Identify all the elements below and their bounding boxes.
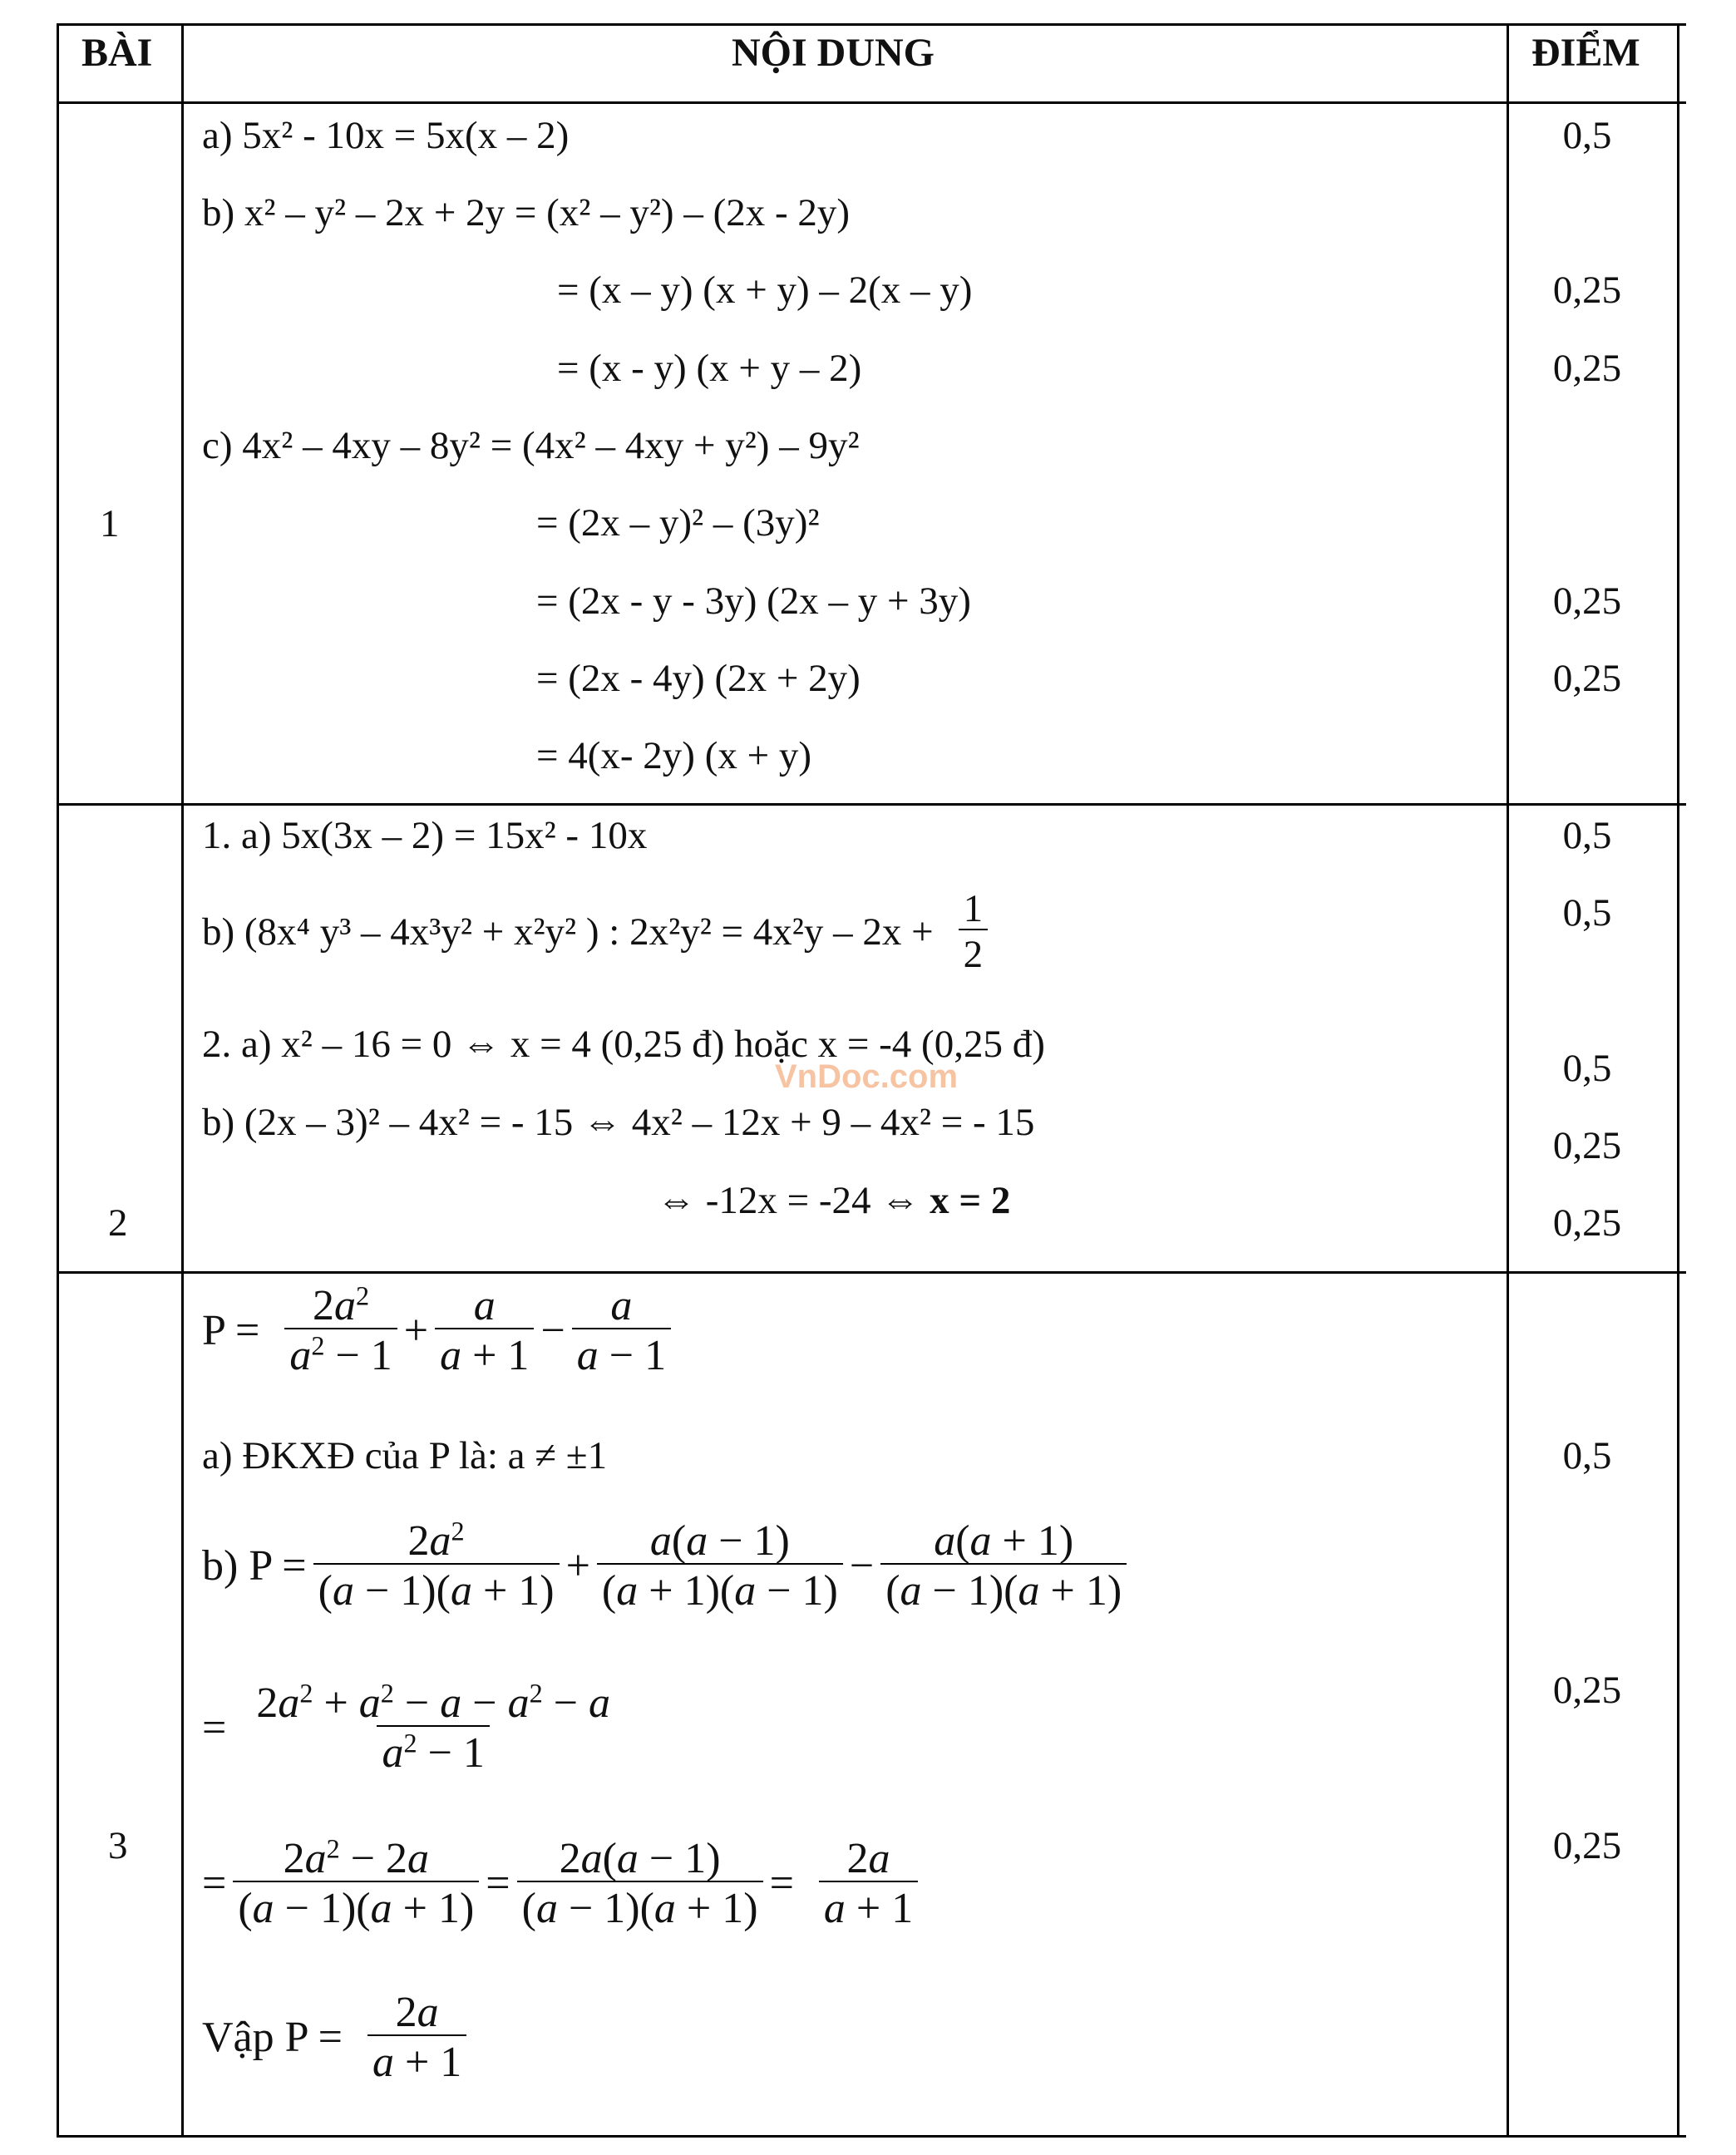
bai3-b-line2-frac: $\frac{2a^2 + a^2 - a - a^2 - a}{a^2 - 1}$ — [256, 1678, 611, 1777]
bai1-b-line2: = (x – y) (x + y) – 2(x – y) — [557, 269, 973, 312]
bai2-1b-fraction — [959, 887, 989, 976]
bai3-b-frac2: $\frac{a(a - 1)}{(a + 1)(a - 1)}$ — [597, 1520, 843, 1613]
bai1-b-line1: b) x² – y² – 2x + 2y = (x² – y²) – (2x - 2y) — [202, 191, 851, 234]
bai3-conclusion-frac: $\frac{2a}{a + 1}$ — [367, 1991, 466, 2084]
bai3-points-b2: 0,25 — [1552, 1669, 1622, 1712]
header-content: NỘI DUNG — [732, 31, 935, 75]
bai1-c-line2: = (2x – y)² – (3y)² — [536, 501, 820, 545]
bai3-conclusion — [202, 1991, 473, 2084]
bai2-points-1a: 0,5 — [1562, 814, 1612, 857]
bai1-a: a) 5x² - 10x = 5x(x – 2) — [202, 114, 570, 157]
bai2-points-2b-2: 0,25 — [1552, 1201, 1622, 1245]
bai2-points-2a: 0,5 — [1562, 1047, 1612, 1090]
bai1-points-a: 0,5 — [1562, 114, 1612, 157]
bai1-c-line3: = (2x - y - 3y) (2x – y + 3y) — [536, 579, 971, 623]
bai1-points-b2: 0,25 — [1552, 269, 1622, 312]
row-number-3: 3 — [108, 1824, 128, 1867]
bai2-1b — [202, 887, 994, 976]
watermark-logo: VnDoc.com — [775, 1058, 959, 1095]
bai2-1a: 1. a) 5x(3x – 2) = 15x² - 10x — [202, 814, 648, 857]
bai1-points-c3: 0,25 — [1552, 579, 1622, 623]
bai2-points-1b: 0,5 — [1562, 891, 1612, 934]
bai3-p-frac3: $\frac{a}{a - 1}$ — [572, 1285, 671, 1378]
bai1-c-line5: = 4(x- 2y) (x + y) — [536, 734, 812, 777]
bai3-conclusion-label: Vập P = — [202, 2014, 343, 2061]
bai3-points-b3: 0,25 — [1552, 1824, 1622, 1867]
bai3-p-definition: P = $\frac{2a^2}{a^2 - 1}$ + $\frac{a}{a + 1}$ − $\frac{a}{a - 1}$ — [202, 1285, 678, 1378]
bai3-p-frac2: $\frac{a}{a + 1}$ — [435, 1285, 534, 1378]
table-border-left — [57, 23, 59, 2138]
bai2-1b-expression: b) (8x⁴ y³ – 4x³y² + x²y² ) : 2x²y² = 4x²y – 2x + — [202, 910, 934, 954]
bai3-p-frac1: $\frac{2a^2}{a^2 - 1}$ — [284, 1285, 397, 1378]
table-border-top — [57, 23, 1686, 26]
row1-divider — [57, 803, 1686, 806]
bai1-c-line4: = (2x - 4y) (2x + 2y) — [536, 657, 861, 700]
bai3-a-condition: a) ĐKXĐ của P là: a ≠ ±1 — [202, 1434, 608, 1477]
bai1-c-line1: c) 4x² – 4xy – 8y² = (4x² – 4xy + y²) – 9y² — [202, 424, 860, 467]
table-border-bottom — [57, 2135, 1686, 2138]
row-number-2: 2 — [108, 1201, 128, 1245]
bai3-b-line3-frac2: $\frac{2a(a - 1)}{(a - 1)(a + 1)}$ — [517, 1837, 763, 1931]
bai2-points-2b: 0,25 — [1552, 1124, 1622, 1167]
bai3-b-frac3: $\frac{a(a + 1)}{(a - 1)(a + 1)}$ — [880, 1520, 1127, 1613]
bai1-points-c4: 0,25 — [1552, 657, 1622, 700]
bai3-points-a: 0,5 — [1562, 1434, 1612, 1477]
bai3-b-label: b) P = — [202, 1542, 307, 1590]
bai2-2b-result: x = 2 — [930, 1179, 1011, 1222]
bai2-1b-frac-den: 2 — [959, 929, 989, 974]
header-points: ĐIỂM — [1531, 31, 1640, 75]
bai2-2b-line2 — [657, 1181, 1010, 1221]
bai2-1b-frac-num: 1 — [963, 887, 984, 930]
bai3-b-line2: = $\frac{2a^2 + a^2 - a - a^2 - a}{a^2 - 1}$ — [202, 1682, 622, 1775]
row-number-1: 1 — [100, 502, 120, 545]
bai3-b-line1: b) P = $\frac{2a^2}{(a - 1)(a + 1)}$ + $\frac{a(a - 1)}{(a + 1)(a - 1)}$ − $\frac{a(a + 1)}{(a - 1)(a + 1)}$ — [202, 1520, 1133, 1613]
header-divider — [57, 101, 1686, 104]
column-divider-1 — [181, 23, 184, 2138]
bai2-2b-line1: b) (2x – 3)² – 4x² = - 15 ⇔ 4x² – 12x + 9 – 4x² = - 15 — [202, 1101, 1035, 1144]
bai3-b-line3: = $\frac{2a^2 - 2a}{(a - 1)(a + 1)}$ = $\frac{2a(a - 1)}{(a - 1)(a + 1)}$ = $\frac{2a}{a + 1}$ — [202, 1837, 925, 1931]
bai2-2a: 2. a) x² – 16 = 0 ⇔ x = 4 (0,25 đ) hoặc x = -4 (0,25 đ) — [202, 1023, 1045, 1066]
bai3-b-frac1: $\frac{2a^2}{(a - 1)(a + 1)}$ — [313, 1520, 560, 1613]
header-bai: BÀI — [81, 31, 153, 75]
bai3-p-label: P = — [202, 1307, 260, 1354]
bai1-points-b3: 0,25 — [1552, 347, 1622, 390]
row2-divider — [57, 1271, 1686, 1274]
bai3-b-line3-frac1: $\frac{2a^2 - 2a}{(a - 1)(a + 1)}$ — [233, 1837, 479, 1931]
bai2-2b-line2-text: ⇔ -12x = -24 ⇔ — [657, 1179, 920, 1222]
bai1-b-line3: = (x - y) (x + y – 2) — [557, 347, 862, 390]
bai3-b-line3-frac3: $\frac{2a}{a + 1}$ — [819, 1837, 918, 1931]
